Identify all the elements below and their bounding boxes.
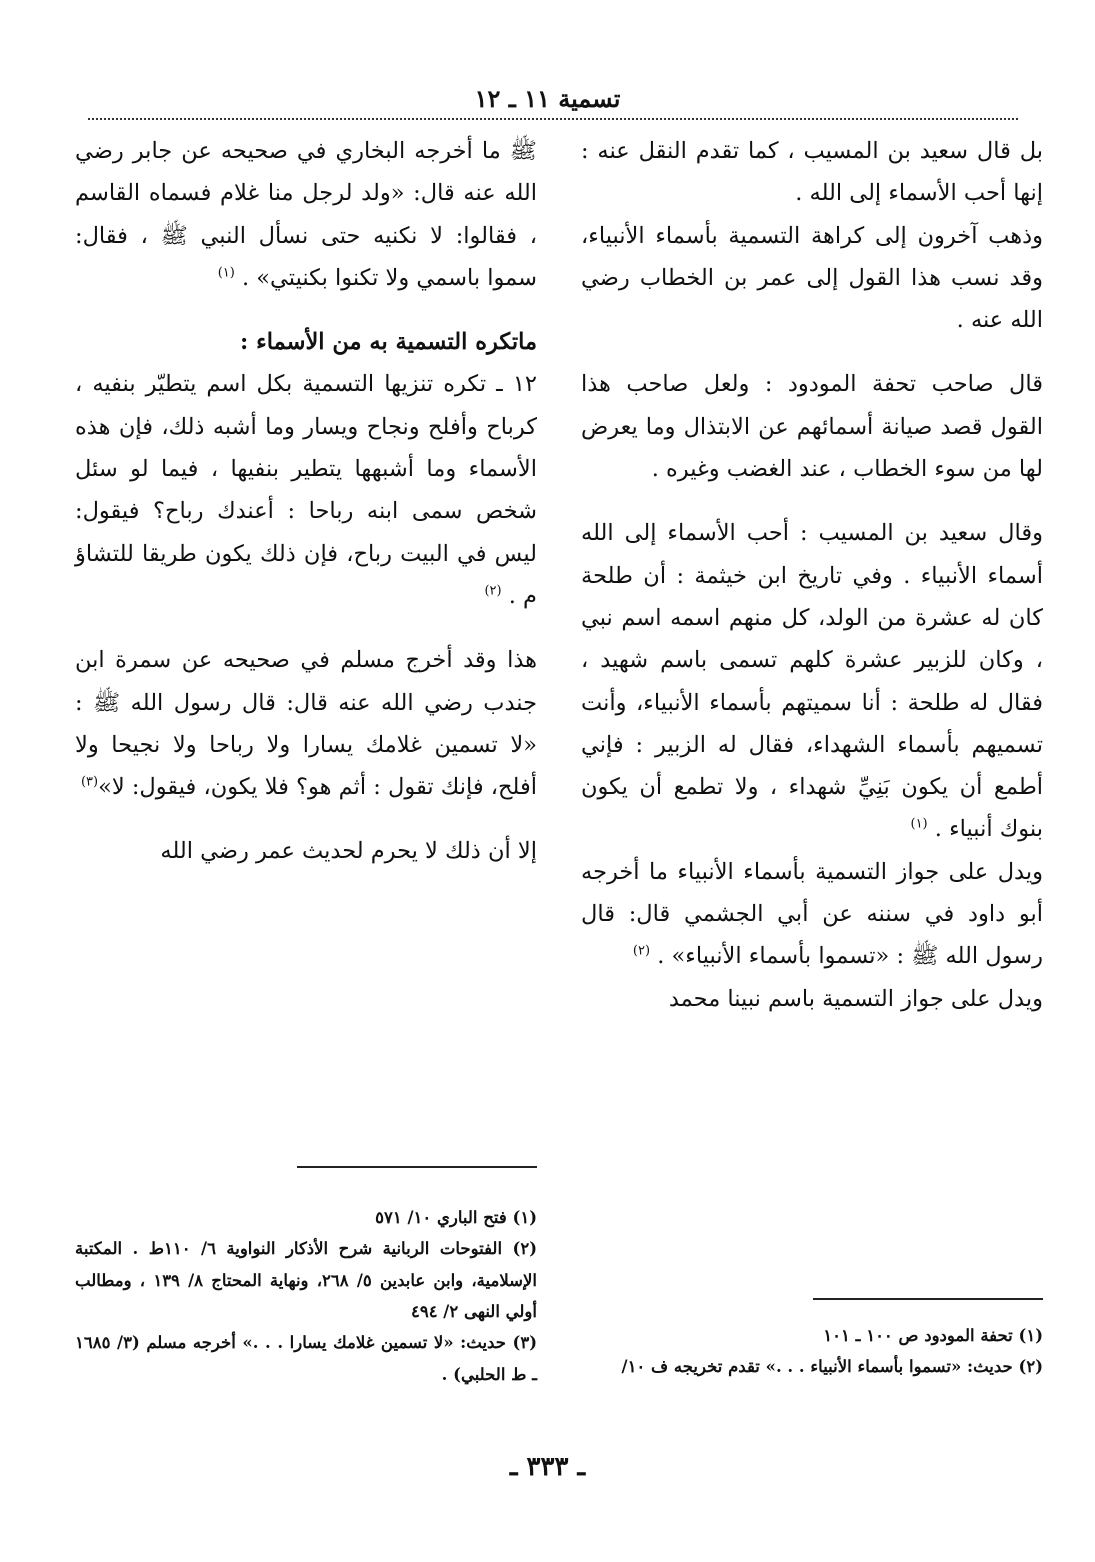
paragraph xyxy=(75,639,537,808)
paragraph: ويدل على جواز التسمية باسم نبينا محمد xyxy=(668,985,1043,1012)
header-dotted-rule xyxy=(88,118,1018,120)
footnote-marker: (٣) xyxy=(80,774,99,790)
left-column xyxy=(75,130,537,873)
paragraph-text: ١٢ ـ تكره تنزيها التسمية بكل اسم يتطيّر بنفيه ، كرباح وأفلح ونجاح ويسار وما أشبه ذلك، فإن هذه الأسماء وما أشبهها يتطير بنفيها ، فيما لو سئل شخص سمى ابنه رباحا : أعندك رباح؟ فيقول: ليس في البيت رباح، فإن ذلك يكون طريقا للتشاؤ م . xyxy=(75,371,537,609)
paragraph: بل قال سعيد بن المسيب ، كما تقدم النقل عنه : إنها أحب الأسماء إلى الله . xyxy=(581,138,1043,207)
footnote-marker: (١) xyxy=(910,816,928,832)
paragraph-text: وقال سعيد بن المسيب : أحب الأسماء إلى الله أسماء الأنبياء . وفي تاريخ ابن خيثمة : أن طلحة كان له عشرة من الولد، كل منهم اسمه اسم نبي ، وكان للزبير عشرة كلهم تسمى باسم شهيد ، فقال له طلحة : أنا سميتهم بأسماء الأنبياء، وأنت تسميهم بأسماء الشهداء، فقال له الزبير : فإني أطمع أن يكون بَنِيِّ شهداء ، ولا تطمع أن يكون بنوك أنبياء . xyxy=(581,520,1043,843)
footnotes-left xyxy=(75,1202,537,1390)
footnote: (٣) حديث: «لا تسمين غلامك يسارا . . .» أخرجه مسلم (٣/ ١٦٨٥ ـ ط الحلبي) . xyxy=(75,1333,537,1384)
paragraph: وذهب آخرون إلى كراهة التسمية بأسماء الأنبياء، وقد نسب هذا القول إلى عمر بن الخطاب رضي الله عنه . xyxy=(581,222,1043,334)
footnote-marker: (٢) xyxy=(484,583,502,599)
footnote-divider xyxy=(813,1298,1043,1300)
footnote: (٢) حديث: «تسموا بأسماء الأنبياء . . .» تقدم تخريجه ف ١٠/ xyxy=(621,1357,1043,1377)
page-number: ـ ٣٣٣ ـ xyxy=(509,1452,586,1482)
paragraph-text: ﷺ ما أخرجه البخاري في صحيحه عن جابر رضي الله عنه قال: «ولد لرجل منا غلام فسماه القاسم ، فقالوا: لا نكنيه حتى نسأل النبي ﷺ ، فقال: سموا باسمي ولا تكنوا بكنيتي» . xyxy=(75,138,537,291)
footnote: (١) فتح الباري ١٠/ ٥٧١ xyxy=(375,1208,537,1227)
paragraph-text: ويدل على جواز التسمية بأسماء الأنبياء ما أخرجه أبو داود في سننه عن أبي الجشمي قال: قال رسول الله ﷺ : «تسموا بأسماء الأنبياء» . xyxy=(581,858,1043,970)
right-column xyxy=(581,130,1043,1020)
paragraph xyxy=(581,851,1043,978)
paragraph: إلا أن ذلك لا يحرم لحديث عمر رضي الله xyxy=(160,838,537,865)
footnote: (٢) الفتوحات الربانية شرح الأذكار النواوية ٦/ ١١٠ط . المكتبة الإسلامية، وابن عابدين ٥/ ٢٦٨، ونهاية المحتاج ٨/ ١٣٩ ، ومطالب أولي النهى ٢/ ٤٩٤ xyxy=(75,1239,537,1322)
paragraph-text: هذا وقد أخرج مسلم في صحيحه عن سمرة ابن جندب رضي الله عنه قال: قال رسول الله ﷺ : «لا تسمين غلامك يسارا ولا رباحا ولا نجيحا ولا أفلح، فإنك تقول : أثم هو؟ فلا يكون، فيقول: لا» xyxy=(75,647,537,801)
paragraph: قال صاحب تحفة المودود : ولعل صاحب هذا القول قصد صيانة أسمائهم عن الابتذال وما يعرض لها من سوء الخطاب ، عند الغضب وغيره . xyxy=(581,371,1043,483)
footnote-marker: (١) xyxy=(217,265,235,281)
page-header-title: تسمية ١١ ـ ١٢ xyxy=(474,84,621,113)
section-heading: ماتكره التسمية به من الأسماء : xyxy=(240,329,537,356)
footnote: (١) تحفة المودود ص ١٠٠ ـ ١٠١ xyxy=(823,1326,1043,1345)
paragraph xyxy=(75,363,537,617)
footnote-divider xyxy=(297,1166,537,1168)
footnotes-right xyxy=(581,1320,1043,1383)
footnote-marker: (٢) xyxy=(632,943,651,959)
paragraph xyxy=(75,130,537,299)
paragraph xyxy=(581,512,1043,850)
